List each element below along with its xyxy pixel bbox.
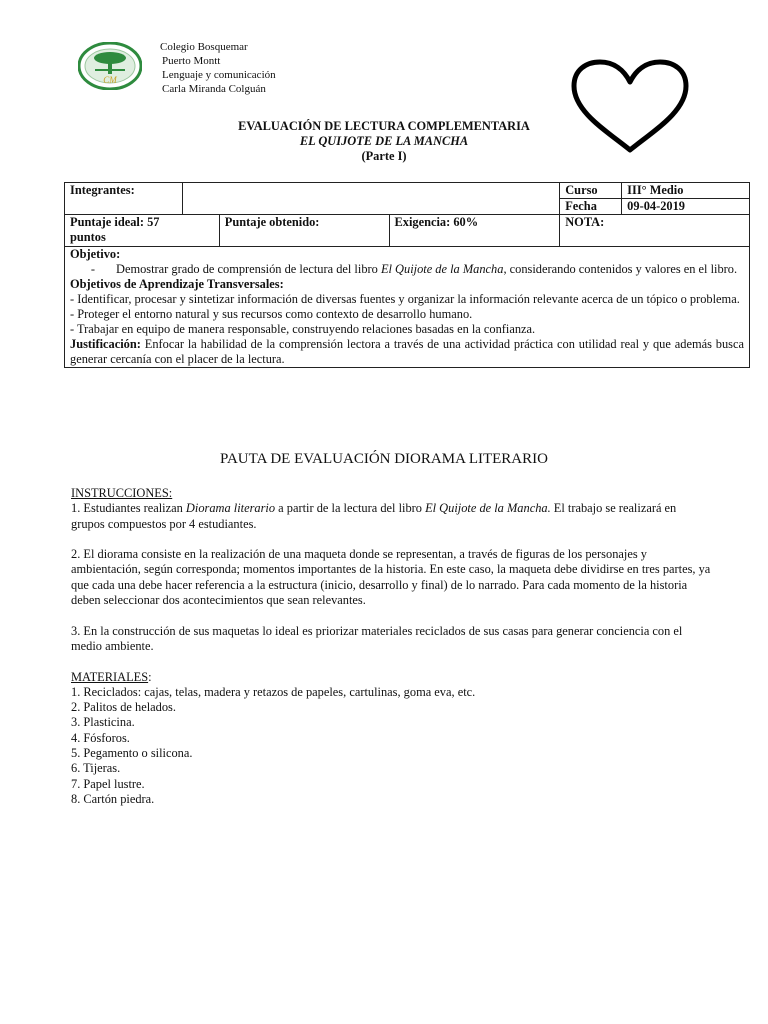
instrucciones-heading: INSTRUCCIONES: xyxy=(71,486,173,500)
material-item: 8. Cartón piedra. xyxy=(71,791,155,806)
oat-item: - Trabajar en equipo de manera responsable, construyendo relaciones basadas en la confianza. xyxy=(70,322,536,336)
material-item: 4. Fósforos. xyxy=(71,730,130,745)
material-item: 6. Tijeras. xyxy=(71,761,121,776)
evaluation-info-table xyxy=(64,182,750,368)
instruction-3: 3. En la construcción de sus maquetas lo ideal es priorizar materiales reciclados de sus casas para generar conciencia con el medio ambiente. xyxy=(71,623,683,653)
integrantes-label-cell: Integrantes: xyxy=(65,183,183,215)
puntaje-ideal-cell: Puntaje ideal: 57 puntos xyxy=(65,215,220,247)
integrantes-field[interactable] xyxy=(182,183,559,215)
material-item: 1. Reciclados: cajas, telas, madera y retazos de papeles, cartulinas, goma eva, etc. xyxy=(71,684,476,699)
school-info xyxy=(160,40,276,96)
nota-cell: NOTA: xyxy=(560,215,750,247)
justificacion: Justificación: Enfocar la habilidad de la comprensión lectora a través de una actividad práctica con utilidad real y que además busca generar cercanía con el placer de la lectura. xyxy=(70,337,744,366)
title-part: (Parte I) xyxy=(361,149,407,163)
instruction-2: 2. El diorama consiste en la realización de una maqueta donde se representan, a través de figuras de los personajes y ambientación, según corresponda; momentos importantes de la historia. En este caso, la maqueta debe dividirse en tres partes, ya que cada una debe hacer referencia a la estructura (inicio, desarrollo y final) de lo narrado. Para cada momento de la historia deben seleccionar dos acontecimientos que sean relevantes. xyxy=(71,547,711,608)
teacher-name: Carla Miranda Colguán xyxy=(162,83,266,95)
material-item: 3. Plasticina. xyxy=(71,715,135,730)
objectives-cell xyxy=(65,247,750,368)
oat-item: - Proteger el entorno natural y sus recursos como contexto de desarrollo humano. xyxy=(70,307,473,321)
pauta-title: PAUTA DE EVALUACIÓN DIORAMA LITERARIO xyxy=(220,451,548,467)
curso-label: Curso xyxy=(560,183,622,199)
exigencia-cell: Exigencia: 60% xyxy=(389,215,560,247)
objetivo-label: Objetivo: xyxy=(70,247,121,261)
subject: Lenguaje y comunicación xyxy=(162,69,276,81)
fecha-label: Fecha xyxy=(560,199,622,215)
instructions-body xyxy=(71,486,711,807)
document-title-block xyxy=(0,119,768,164)
school-city: Puerto Montt xyxy=(162,55,221,67)
material-item: 2. Palitos de helados. xyxy=(71,700,176,715)
materiales-heading: MATERIALES: xyxy=(71,669,152,684)
bullet-dash: - xyxy=(90,262,96,276)
puntaje-obtenido-cell: Puntaje obtenido: xyxy=(219,215,389,247)
oat-item: - Identificar, procesar y sintetizar información de diversas fuentes y organizar la información relevante acerca de un tópico o problema. xyxy=(70,292,740,306)
title-main: EVALUACIÓN DE LECTURA COMPLEMENTARIA xyxy=(238,119,530,133)
school-logo-icon xyxy=(78,42,142,90)
instruction-1: 1. Estudiantes realizan Diorama literario a partir de la lectura del libro El Quijote de la Mancha. El trabajo se realizará en grupos compuestos por 4 estudiantes. xyxy=(71,501,677,531)
school-name: Colegio Bosquemar xyxy=(160,41,248,53)
oat-label: Objetivos de Aprendizaje Transversales: xyxy=(70,277,284,291)
title-book: EL QUIJOTE DE LA MANCHA xyxy=(299,134,469,148)
objetivo-item: - Demostrar grado de comprensión de lectura del libro El Quijote de la Mancha, considerando contenidos y valores en el libro. xyxy=(70,262,744,277)
fecha-value: 09-04-2019 xyxy=(622,199,750,215)
material-item: 7. Papel lustre. xyxy=(71,776,145,791)
curso-value: III° Medio xyxy=(622,183,750,199)
material-item: 5. Pegamento o silicona. xyxy=(71,746,193,761)
logo-text: CM xyxy=(103,75,117,85)
